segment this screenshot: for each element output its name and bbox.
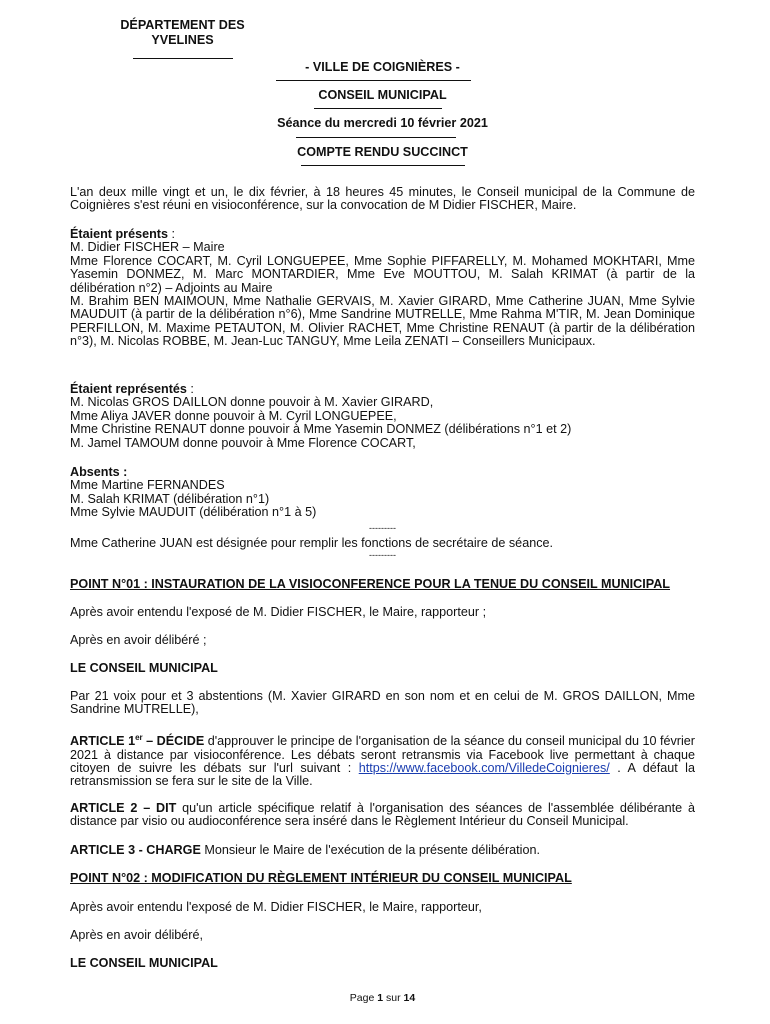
representes-line: M. Nicolas GROS DAILLON donne pouvoir à M. Xavier GIRARD, bbox=[70, 395, 434, 410]
secretaire-line: Mme Catherine JUAN est désignée pour remplir les fonctions de secrétaire de séance. bbox=[70, 536, 553, 550]
separator-dashes-top: --------- bbox=[369, 523, 396, 533]
point2-conseil: LE CONSEIL MUNICIPAL bbox=[70, 956, 218, 970]
absents-heading: Absents : bbox=[70, 465, 128, 479]
rule-3 bbox=[296, 137, 456, 138]
seance-title: Séance du mercredi 10 février 2021 bbox=[277, 116, 488, 130]
presents-section bbox=[70, 228, 695, 349]
footer-page-total: 14 bbox=[403, 992, 416, 1004]
point2-delibere: Après en avoir délibéré, bbox=[70, 928, 204, 942]
rule-4 bbox=[301, 165, 465, 166]
page-footer bbox=[70, 992, 695, 1004]
presents-heading: Étaient présents bbox=[70, 227, 168, 241]
point1-delibere: Après en avoir délibéré ; bbox=[70, 633, 207, 647]
point2-expose: Après avoir entendu l'exposé de M. Didier FISCHER, le Maire, rapporteur, bbox=[70, 900, 482, 914]
presents-adjoints: Mme Florence COCART, M. Cyril LONGUEPEE, Mme Sophie PIFFARELLY, M. Mohamed MOKHTARI, Mme Yasemin DONMEZ, M. Marc MONTARDIER, Mme Eve MOUTTOU, M. Salah KRIMAT (à partir de la délibération n°2) – Adjoints au Maire bbox=[70, 253, 695, 295]
department-line-1: DÉPARTEMENT DES bbox=[120, 18, 245, 32]
point1-article-2 bbox=[70, 802, 695, 829]
article-1-sup: er bbox=[135, 733, 143, 742]
representes-line: Mme Aliya JAVER donne pouvoir à M. Cyril LONGUEPEE, bbox=[70, 408, 397, 423]
facebook-link[interactable]: https://www.facebook.com/VilledeCoignieres/ bbox=[358, 761, 610, 775]
department-line-2: YVELINES bbox=[151, 33, 214, 47]
rule-2 bbox=[314, 108, 442, 109]
article-3-label: ARTICLE 3 - CHARGE bbox=[70, 843, 201, 857]
footer-page-label: Page bbox=[349, 992, 378, 1004]
point1-article-3 bbox=[70, 844, 695, 857]
footer-page-number: 1 bbox=[377, 992, 384, 1004]
conseil-title: CONSEIL MUNICIPAL bbox=[318, 88, 447, 102]
point1-expose: Après avoir entendu l'exposé de M. Didier FISCHER, le Maire, rapporteur ; bbox=[70, 605, 487, 619]
compte-rendu-title: COMPTE RENDU SUCCINCT bbox=[297, 145, 468, 159]
article-2-label: ARTICLE 2 – DIT bbox=[70, 801, 177, 815]
rule-1 bbox=[276, 80, 471, 81]
article-1-end: . A défaut la retransmission se fera sur le site de la Ville. bbox=[70, 761, 695, 789]
representes-heading: Étaient représentés bbox=[70, 382, 187, 396]
presents-maire: M. Didier FISCHER – Maire bbox=[70, 240, 225, 255]
department-rule bbox=[133, 50, 233, 59]
presents-conseillers: M. Brahim BEN MAIMOUN, Mme Nathalie GERVAIS, M. Xavier GIRARD, Mme Catherine JUAN, Mme Sylvie MAUDUIT (à partir de la délibération n°6), Mme Sandrine MUTRELLE, Mme Rahma M'TIR, M. Jean Dominique PERFILLON, M. Maxime PETAUTON, M. Olivier RACHET, Mme Christine RENAUT (à partir de la délibération n°3), M. Nicolas ROBBE, M. Jean-Luc TANGUY, Mme Leila ZENATI – Conseillers Municipaux. bbox=[70, 294, 695, 349]
point1-title: POINT N°01 : INSTAURATION DE LA VISIOCONFERENCE POUR LA TENUE DU CONSEIL MUNICIPAL bbox=[70, 577, 671, 591]
footer-sur: sur bbox=[383, 992, 404, 1004]
article-3-text: Monsieur le Maire de l'exécution de la présente délibération. bbox=[200, 843, 540, 857]
absents-section bbox=[70, 466, 695, 520]
absents-line: Mme Martine FERNANDES bbox=[70, 478, 225, 493]
article-1-verb: – DÉCIDE bbox=[142, 734, 205, 749]
representes-colon: : bbox=[186, 382, 194, 396]
ville-title: - VILLE DE COIGNIÈRES - bbox=[305, 60, 460, 74]
representes-line: M. Jamel TAMOUM donne pouvoir à Mme Florence COCART, bbox=[70, 435, 416, 450]
article-1-text: d'approuver le principe de l'organisation de la séance du conseil municipal du 10 février 2021 à distance par visioconférence. Les débats seront retransmis via Facebook live permettant à chaque citoyen de suivre les débats sur l'url suivant : bbox=[70, 734, 695, 775]
department-header bbox=[70, 18, 295, 63]
article-1-label: ARTICLE 1 bbox=[70, 734, 136, 749]
separator-dashes-bottom: --------- bbox=[369, 550, 396, 560]
presents-colon: : bbox=[167, 227, 175, 241]
point1-vote: Par 21 voix pour et 3 abstentions (M. Xavier GIRARD en son nom et en celui de M. GROS DAILLON, Mme Sandrine MUTRELLE), bbox=[70, 689, 695, 717]
absents-line: M. Salah KRIMAT (délibération n°1) bbox=[70, 491, 270, 506]
intro-paragraph: L'an deux mille vingt et un, le dix février, à 18 heures 45 minutes, le Conseil municipal de la Commune de Coignières s'est réuni en visioconférence, sur la convocation de M Didier FISCHER, Maire. bbox=[70, 185, 695, 213]
representes-line: Mme Christine RENAUT donne pouvoir à Mme Yasemin DONMEZ (délibérations n°1 et 2) bbox=[70, 422, 572, 437]
point1-conseil: LE CONSEIL MUNICIPAL bbox=[70, 661, 218, 675]
article-2-text: qu'un article spécifique relatif à l'organisation des séances de l'assemblée délibérante à distance par visio ou audioconférence sera inséré dans le Règlement Intérieur du Conseil Municipal. bbox=[70, 801, 695, 829]
absents-line: Mme Sylvie MAUDUIT (délibération n°1 à 5) bbox=[70, 505, 317, 520]
representes-section bbox=[70, 383, 695, 450]
point2-title: POINT N°02 : MODIFICATION DU RÈGLEMENT INTÉRIEUR DU CONSEIL MUNICIPAL bbox=[70, 871, 572, 885]
point1-article-1 bbox=[70, 731, 695, 789]
